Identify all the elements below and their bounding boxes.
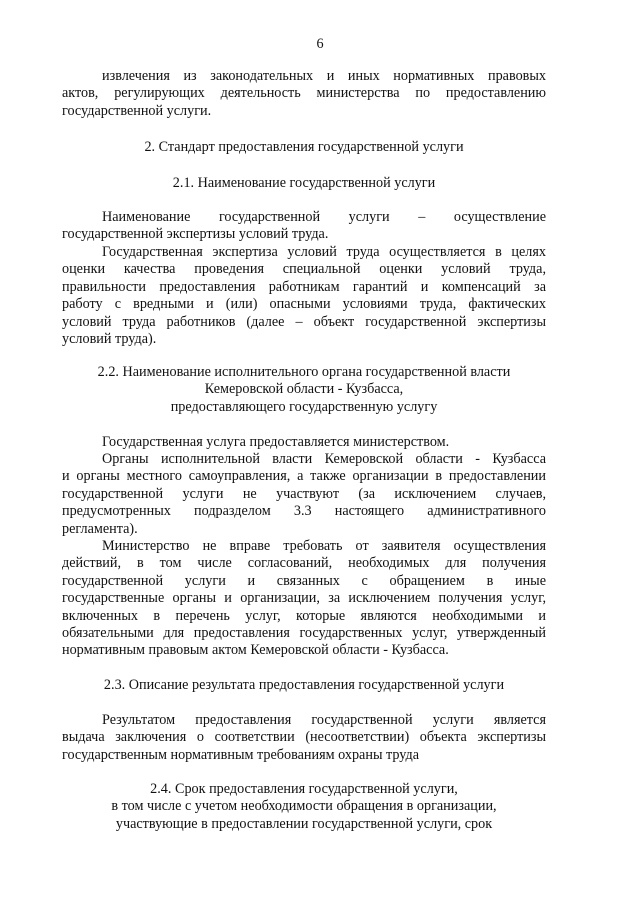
- text-line: предусмотренных подразделом 3.3 настоящего административного: [62, 503, 546, 520]
- section-2-2-paragraph-3: [62, 538, 546, 660]
- intro-paragraph: [62, 68, 546, 120]
- text-line: извлечения из законодательных и иных нормативных правовых: [102, 68, 546, 84]
- section-2-1-paragraph-1: [62, 209, 546, 244]
- heading-line: 2.3. Описание результата предоставления государственной услуги: [103, 677, 505, 693]
- heading-line: 2.4. Срок предоставления государственной услуги,: [150, 781, 458, 797]
- heading-line: предоставляющего государственную услугу: [170, 398, 438, 415]
- heading-line: 2.2. Наименование исполнительного органа государственной власти: [97, 364, 511, 380]
- text-line: государственной услуги.: [62, 102, 212, 119]
- text-line: Государственная экспертиза условий труда осуществляется в целях: [102, 244, 546, 260]
- heading-line: 2. Стандарт предоставления государственной услуги: [144, 139, 464, 155]
- text-line: регламента).: [62, 520, 138, 537]
- section-2-2-heading: [62, 364, 546, 416]
- text-line: включенных в перечень услуг, которые являются необходимыми и: [62, 607, 546, 624]
- heading-line: 2.1. Наименование государственной услуги: [172, 175, 436, 191]
- text-line: правильности предоставления работникам гарантий и компенсаций за: [62, 278, 546, 295]
- text-line: действий, в том числе согласований, необходимых для получения: [62, 555, 546, 572]
- text-line: актов, регулирующих деятельность министерства по предоставлению: [62, 85, 546, 102]
- section-2-2-paragraph-2: [62, 451, 546, 538]
- text-line: Министерство не вправе требовать от заявителя осуществления: [102, 538, 546, 554]
- heading-line: Кемеровской области - Кузбасса,: [204, 381, 404, 398]
- text-line: оценки качества проведения специальной оценки условий труда,: [62, 261, 546, 278]
- section-2-3-heading: [62, 677, 546, 694]
- page-number: 6: [316, 36, 324, 52]
- text-line: и органы местного самоуправления, а также организации в предоставлении: [62, 468, 546, 485]
- text-line: обязательными для предоставления государственных услуг, утвержденный: [62, 624, 546, 641]
- text-line: Результатом предоставления государственной услуги является: [102, 712, 546, 728]
- text-line: государственной услуги не участвуют (за исключением случаев,: [62, 485, 546, 502]
- text-line: государственные органы и организации, за исключением получения услуг,: [62, 590, 546, 607]
- text-line: государственным нормативным требованиям охраны труда: [62, 746, 420, 763]
- text-line: государственной экспертизы условий труда.: [62, 226, 329, 243]
- section-2-4-heading: [62, 781, 546, 833]
- text-line: Органы исполнительной власти Кемеровской области - Кузбасса: [102, 451, 546, 467]
- text-line: нормативным правовым актом Кемеровской области - Кузбасса.: [62, 642, 449, 659]
- section-2-2-paragraph-1: [62, 434, 546, 451]
- text-line: Наименование государственной услуги – осуществление: [102, 209, 546, 225]
- heading-line: участвующие в предоставлении государственной услуги, срок: [115, 815, 493, 832]
- text-line: условий труда работников (далее – объект государственной экспертизы: [62, 313, 546, 330]
- text-line: государственной услуги и связанных с обращением в иные: [62, 572, 546, 589]
- section-2-heading: [62, 139, 546, 156]
- section-2-3-paragraph: [62, 712, 546, 764]
- section-2-1-paragraph-2: [62, 244, 546, 348]
- text-line: условий труда).: [62, 330, 157, 347]
- text-line: работу с вредными и (или) опасными условиями труда, фактических: [62, 296, 546, 313]
- text-line: выдача заключения о соответствии (несоответствии) объекта экспертизы: [62, 729, 546, 746]
- text-line: Государственная услуга предоставляется министерством.: [102, 434, 450, 450]
- section-2-1-heading: [62, 175, 546, 192]
- heading-line: в том числе с учетом необходимости обращения в организации,: [111, 798, 497, 815]
